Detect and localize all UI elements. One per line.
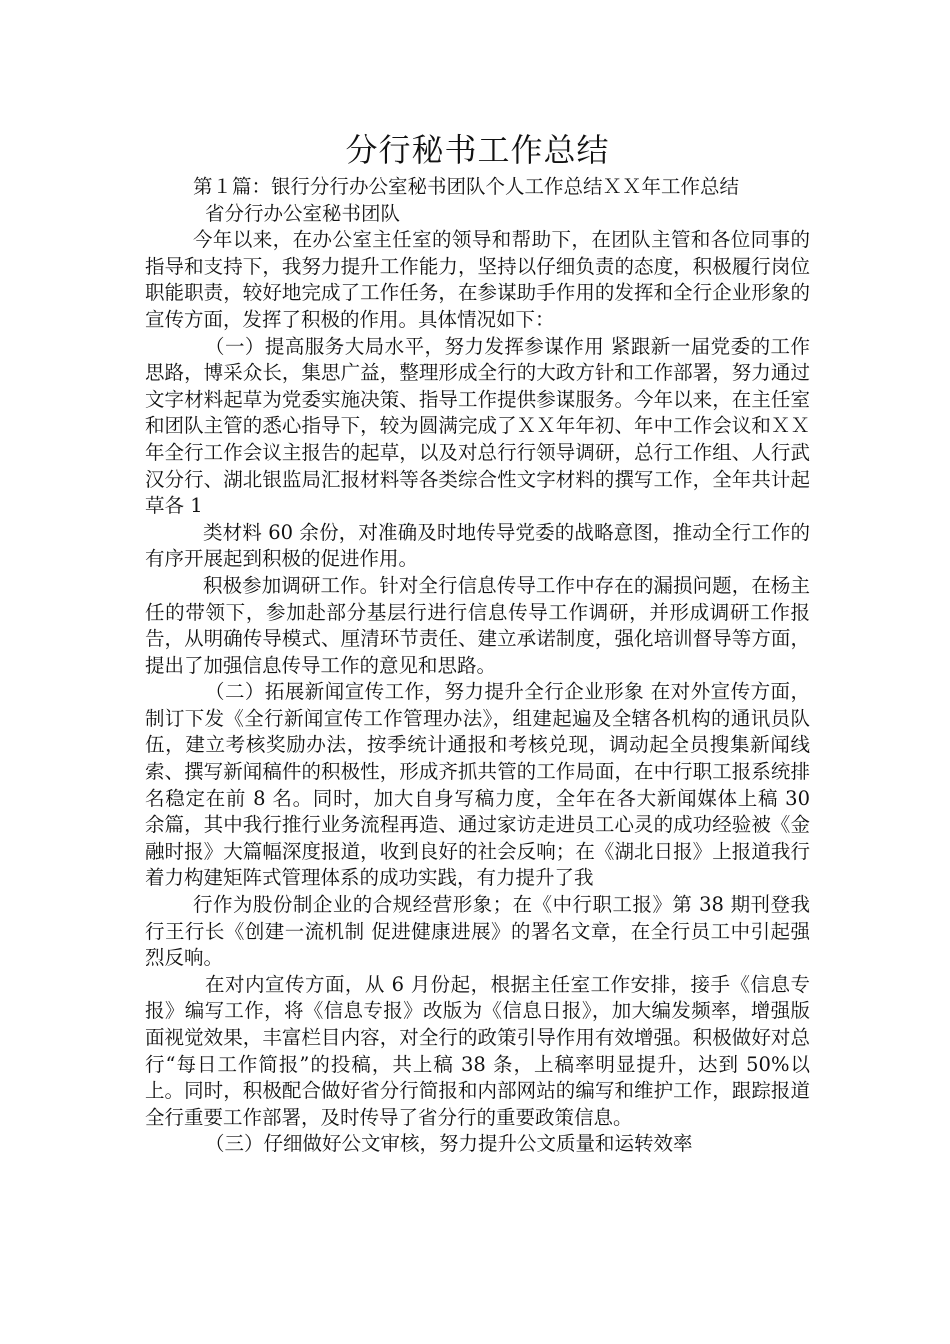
paragraph-research: 积极参加调研工作。针对全行信息传导工作中存在的漏损问题，在杨主任的带领下，参加赴部分基层行进行信息传导工作调研，并形成调研工作报告，从明确传导模式、厘清环节责任、建立承诺制度，强化培训督导等方面，提出了加强信息传导工作的意见和思路。 (145, 573, 810, 677)
paragraph-section-3: （三）仔细做好公文审核，努力提升公文质量和运转效率 (205, 1132, 693, 1156)
paragraph-intro: 今年以来，在办公室主任室的领导和帮助下，在团队主管和各位同事的指导和支持下，我努力提升工作能力，坚持以仔细负责的态度，积极履行岗位职能职责，较好地完成了工作任务，在参谋助手作用的发挥和全行企业形象的宣传方面，发挥了积极的作用。具体情况如下： (145, 228, 810, 331)
paragraph-continuation-1: 类材料 60 余份，对准确及时地传导党委的战略意图，推动全行工作的有序开展起到积极的促进作用。 (145, 520, 810, 571)
paragraph-section-2: （二）拓展新闻宣传工作，努力提升全行企业形象 在对外宣传方面，制订下发《全行新闻宣传工作管理办法》，组建起遍及全辖各机构的通讯员队伍，建立考核奖励办法，按季统计通报和考核兑现，调动起全员搜集新闻线索、撰写新闻稿件的积极性，形成齐抓共管的工作局面，在中行职工报系统排名稳定在前 8 名。同时，加大自身写稿力度，全年在各大新闻媒体上稿 30 余篇，其中我行推行业务流程再造、通过家访走进员工心灵的成功经验被《金融时报》大篇幅深度报道，收到良好的社会反响；在《湖北日报》上报道我行着力构建矩阵式管理体系的成功实践，有力提升了我 (145, 680, 810, 890)
paragraph-continuation-2: 行作为股份制企业的合规经营形象；在《中行职工报》第 38 期刊登我行王行长《创建一流机制 促进健康进展》的署名文章，在全行员工中引起强烈反响。 (145, 893, 810, 970)
section-heading: 第１篇：银行分行办公室秘书团队个人工作总结ＸＸ年工作总结 (193, 175, 740, 198)
author-line: 省分行办公室秘书团队 (205, 201, 401, 225)
document-title: 分行秘书工作总结 (345, 131, 610, 169)
paragraph-section-1: （一）提高服务大局水平，努力发挥参谋作用 紧跟新一届党委的工作思路，博采众长，集思广益，整理形成全行的大政方针和工作部署，努力通过文字材料起草为党委实施决策、指导工作提供参谋服务。今年以来，在主任室和团队主管的悉心指导下，较为圆满完成了ＸＸ年年初、年中工作会议和ＸＸ年全行工作会议主报告的起草，以及对总行行领导调研，总行工作组、人行武汉分行、湖北银监局汇报材料等各类综合性文字材料的撰写工作，全年共计起草各 1 (145, 334, 810, 518)
paragraph-internal-publicity: 在对内宣传方面，从 6 月份起，根据主任室工作安排，接手《信息专报》编写工作，将《信息专报》改版为《信息日报》，加大编发频率，增强版面视觉效果，丰富栏目内容，对全行的政策引导作用有效增强。积极做好对总行“每日工作简报”的投稿，共上稿 38 条，上稿率明显提升，达到 50%以上。同时，积极配合做好省分行简报和内部网站的编写和维护工作，跟踪报道全行重要工作部署，及时传导了省分行的重要政策信息。 (145, 972, 810, 1129)
